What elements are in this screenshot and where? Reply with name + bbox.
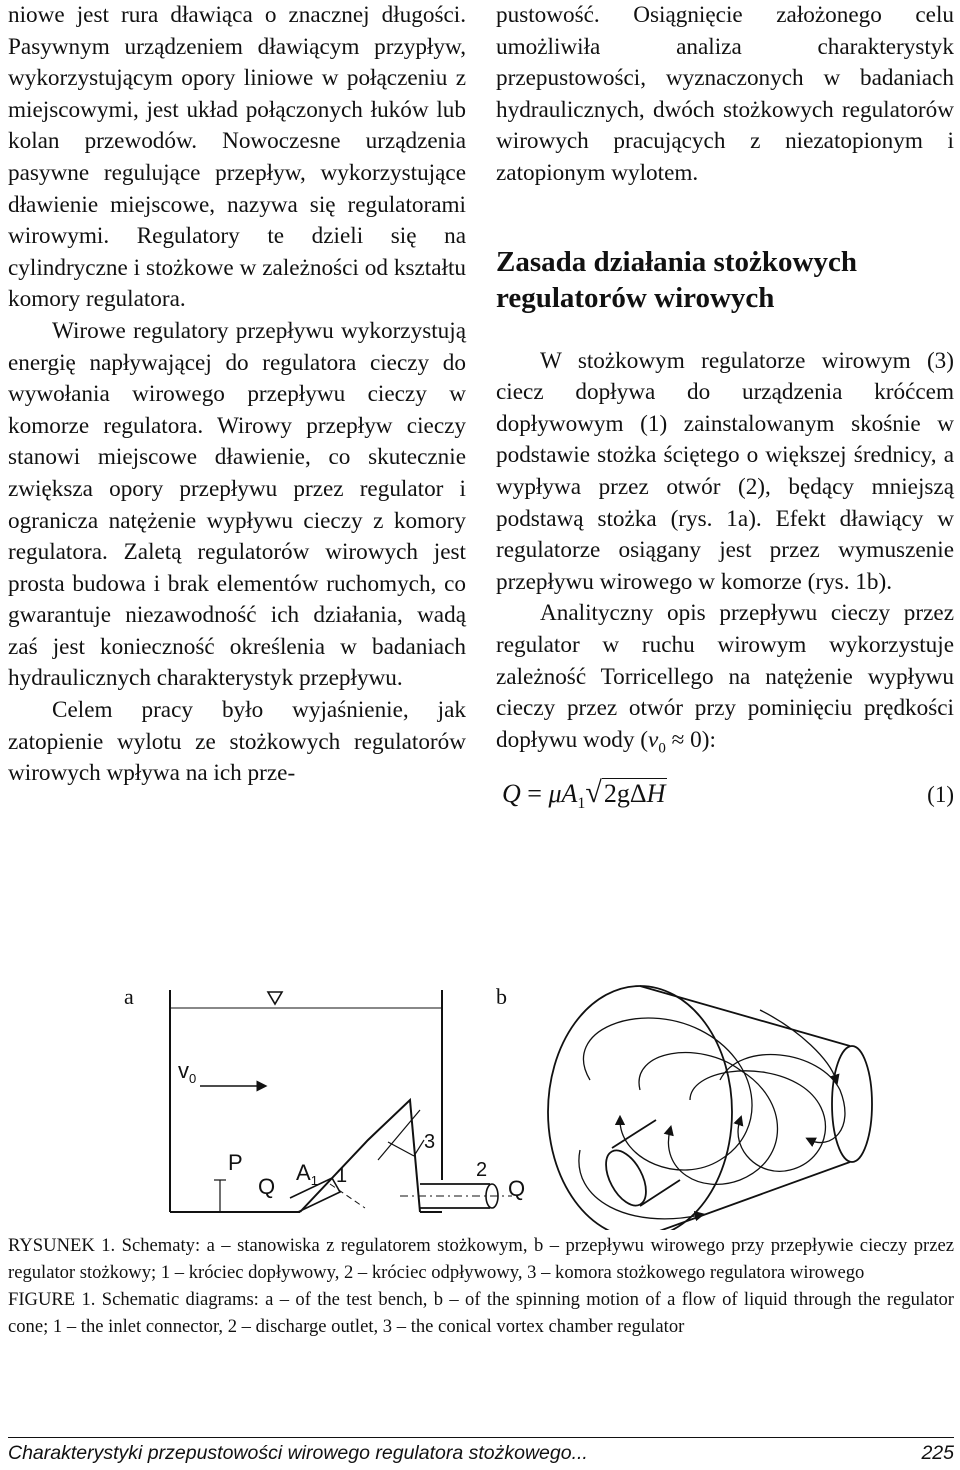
water-level-icon	[268, 992, 282, 1004]
caption-polish: RYSUNEK 1. Schematy: a – stanowiska z regulatorem stożkowym, b – przepływu wirowego przy przepływie cieczy przez regulator stożkowy; 1 – króciec dopływowy, 2 – króciec odpływowy, 3 – komora stożkowego regulatora wirowego	[8, 1235, 954, 1283]
page-footer	[8, 1442, 954, 1465]
right-column	[496, 0, 954, 817]
leader-line-3	[388, 1142, 414, 1156]
equation-1	[496, 777, 954, 817]
cone-regulator	[300, 1100, 420, 1212]
left-column	[8, 0, 466, 790]
panel-label-a: a	[124, 984, 134, 1009]
page-number: 225	[921, 1442, 954, 1464]
footer-rule	[8, 1437, 954, 1438]
caption-english: FIGURE 1. Schematic diagrams: a – of the test bench, b – of the spinning motion of a flow of liquid through the regulator cone; 1 – the inlet connector, 2 – discharge outlet, 3 – the conical vortex chamber regulator	[8, 1289, 954, 1337]
right-paragraph-2: W stożkowym regulatorze wirowym (3) ciecz dopływa do urządzenia króćcem dopływowym (1) zainstalowanym skośnie w podstawie stożka ściętego o większej średnicy, a wypływa przez otwór (2), będący mniejszą podstawą stożka (rys. 1a). Efekt dławiący w regulatorze osiągany jest przez wymuszenie przepływu wirowego w komorze (rys. 1b).	[496, 347, 954, 595]
cone-top-edge	[640, 986, 850, 1046]
figure-caption	[8, 1232, 954, 1340]
label-1: 1	[336, 1165, 348, 1187]
label-q-out: Q	[508, 1176, 526, 1201]
equation-number: (1)	[927, 781, 954, 807]
label-q-in: Q	[258, 1174, 276, 1199]
vortex-flow-diagram	[548, 986, 872, 1230]
velocity-condition: $(v_0 \approx 0)$:	[640, 726, 716, 757]
cone-bottom-edge	[640, 1162, 850, 1230]
running-title: Charakterystyki przepustowości wirowego regulatora stożkowego...	[8, 1442, 588, 1464]
left-paragraph-1: niowe jest rura dławiąca o znacznej długości. Pasywnym urządzeniem dławiącym przypływ, wykorzystującym opory liniowe w połączeniu z miejscowymi, jest układ połączonych łuków lub kolan przewodów. Nowoczesne urządzenia pasywne regulujące przepływ, wykorzystujące dławienie miejscowe, nazywa się regulatorami wirowymi. Regulatory te dzieli się na cylindryczne i stożkowe w zależności od kształtu komory regulatora.	[8, 2, 466, 313]
left-paragraph-2: Wirowe regulatory przepływu wykorzystują energię napływającej do regulatora cieczy do wywołania wirowego przepływu cieczy w komorze regulatora. Wirowy przepływ cieczy stanowi miejscowe dławienie, co skutecznie zwiększa opory przepływu przez regulator i ogranicza natężenie wypływu cieczy z komory regulatora. Zaletą regulatorów wirowych jest prosta budowa i brak elementów ruchomych, co gwarantuje niezawodność ich działania, wadą zaś jest konieczność określenia w badaniach hydraulicznych charakterystyk przepływu.	[8, 317, 466, 692]
figure-1	[0, 970, 960, 1230]
right-paragraph-3-text: Analityczny opis przepływu cieczy przez regulator w ruchu wirowym wykorzystuje zależność Torricellego na natężenie wypływu cieczy przez otwór przy pominięciu prędkości dopływu wody	[496, 600, 954, 753]
section-heading: Zasada działania stożkowych regulatorów wirowych	[496, 245, 857, 314]
label-3: 3	[424, 1131, 436, 1153]
label-a1: $A_1$	[296, 1160, 318, 1188]
cone-outlet	[832, 1046, 872, 1162]
panel-label-b: b	[496, 984, 507, 1009]
label-p: P	[228, 1150, 243, 1175]
cone-base	[548, 986, 732, 1230]
label-v0: $v_0$	[178, 1058, 197, 1086]
left-paragraph-3: Celem pracy było wyjaśnienie, jak zatopienie wylotu ze stożkowych regulatorów wirowych wpływa na ich prze-	[8, 697, 466, 787]
label-2: 2	[476, 1159, 488, 1181]
right-paragraph-1: pustowość. Osiągnięcie założonego celu umożliwiła analiza charakterystyk przepustowości, wyznaczonych w badaniach hydraulicznych, dwóch stożkowych regulatorów wirowych pracujących z niezatopionym i zatopionym wylotem.	[496, 2, 954, 186]
torricelli-formula: $Q = \mu A_1√2g\Delta H$	[502, 775, 666, 813]
right-paragraph-3	[496, 598, 954, 765]
